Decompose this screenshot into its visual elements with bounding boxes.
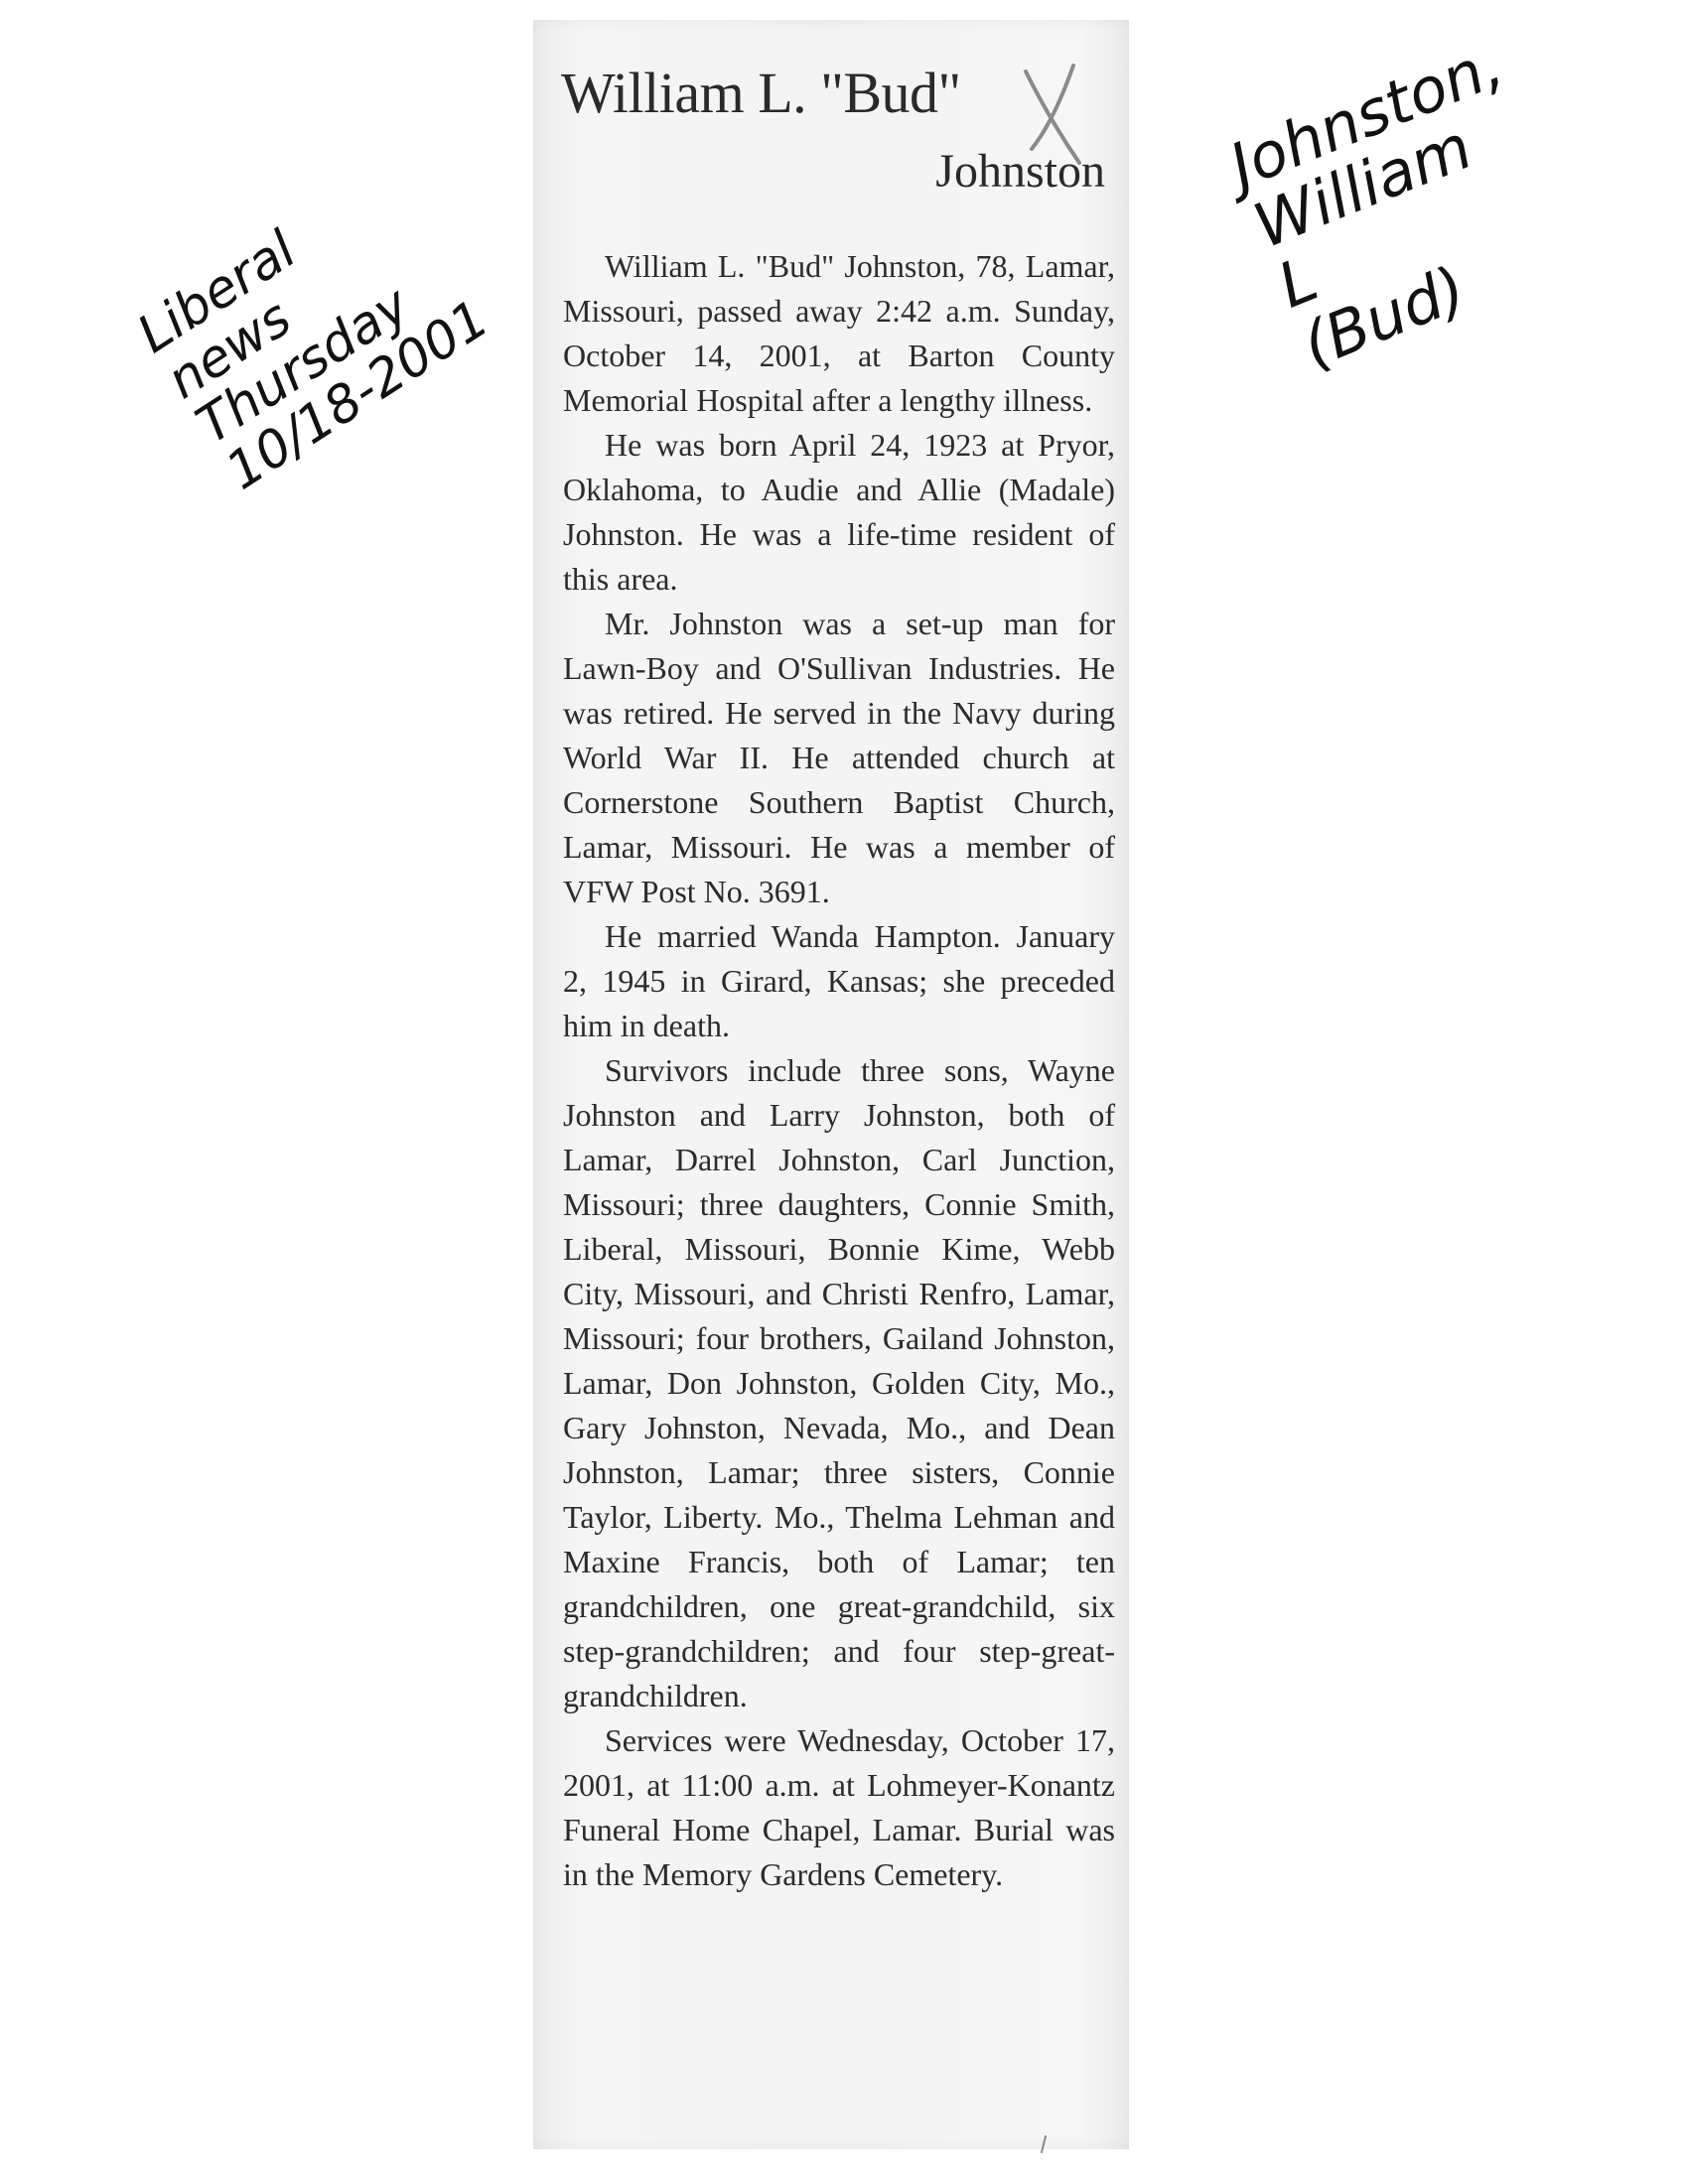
newspaper-clipping xyxy=(533,20,1129,2149)
pencil-x-mark-icon xyxy=(1018,60,1087,169)
paragraph-survivors: Survivors include three sons, Wayne Johnston and Larry Johnston, both of Lamar, Darrel Johnston, Carl Junction, Missouri; three daughters, Connie Smith, Liberal, Missouri, Bonnie Kime, Webb City, Missouri, and Christi Renfro, Lamar, Missouri; four brothers, Gailand Johnston, Lamar, Don Johnston, Golden City, Mo., Gary Johnston, Nevada, Mo., and Dean Johnston, Lamar; three sisters, Connie Taylor, Liberty. Mo., Thelma Lehman and Maxine Francis, both of Lamar; ten grandchildren, one great-grandchild, six step-grandchildren; and four step-great-grandchildren. xyxy=(563,1052,1115,1713)
paragraph-services: Services were Wednesday, October 17, 2001, at 11:00 a.m. at Lohmeyer-Konantz Funeral Home Chapel, Lamar. Burial was in the Memory Gardens Cemetery. xyxy=(563,1722,1115,1892)
paragraph-death-notice: William L. "Bud" Johnston, 78, Lamar, Missouri, passed away 2:42 a.m. Sunday, October 14, 2001, at Barton County Memorial Hospital after a lengthy illness. xyxy=(563,248,1115,418)
handwritten-name-note: Johnston, William L (Bud) xyxy=(1219,28,1513,383)
obituary-body xyxy=(563,244,1115,1897)
scan-speck-icon xyxy=(1039,2134,1049,2154)
handwritten-source-note: Liberal news Thursday 10/18-2001 xyxy=(127,219,499,502)
paragraph-career: Mr. Johnston was a set-up man for Lawn-Boy and O'Sullivan Industries. He was retired. He served in the Navy during World War II. He attended church at Cornerstone Southern Baptist Church, Lamar, Missouri. He was a member of VFW Post No. 3691. xyxy=(563,606,1115,909)
obituary-heading-name: William L. "Bud" xyxy=(561,61,961,125)
obituary-heading-surname: Johnston xyxy=(935,145,1105,198)
paragraph-birth: He was born April 24, 1923 at Pryor, Oklahoma, to Audie and Allie (Madale) Johnston. He was a life-time resident of this area. xyxy=(563,427,1115,597)
paragraph-marriage: He married Wanda Hampton. January 2, 1945 in Girard, Kansas; she preceded him in death. xyxy=(563,918,1115,1043)
